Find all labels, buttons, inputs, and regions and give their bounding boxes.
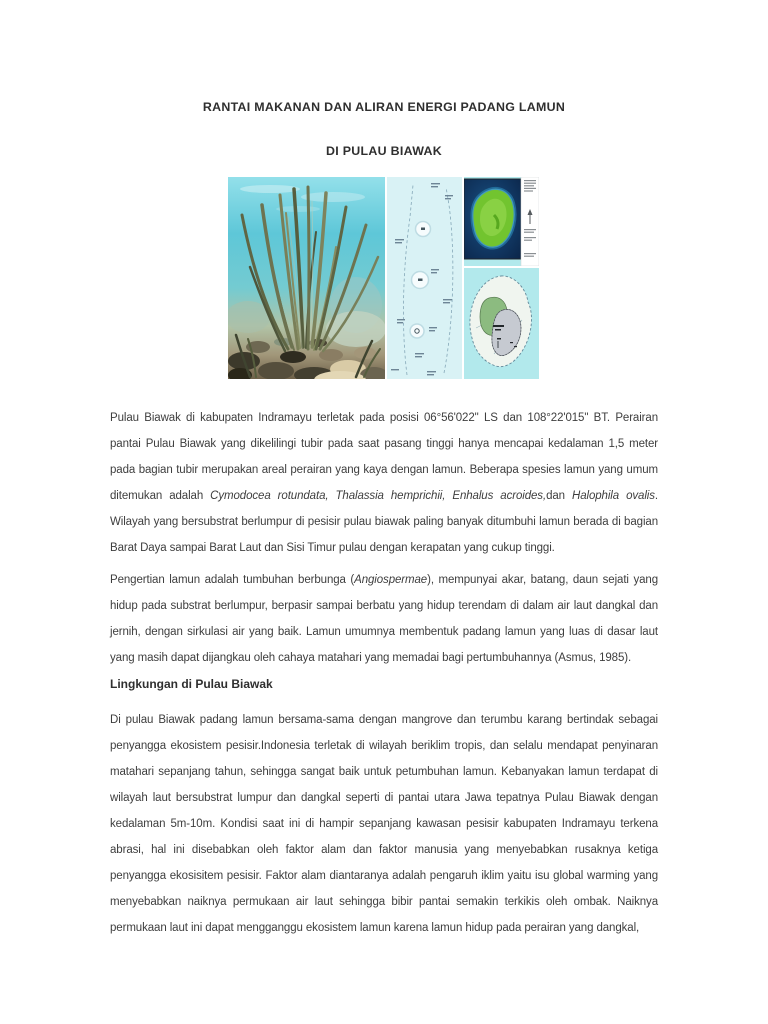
species-name-italic: Halophila ovalis: [572, 490, 655, 502]
paragraph-text: Pulau Biawak di kabupaten Indramayu terletak pada posisi 06°56'022" LS dan 108°22'015" BT. Perairan pantai Pulau Biawak yang dikelilingi tubir pada saat pasang tinggi hanya mencapai kedalaman 1,5 meter pada bagian tubir merupakan areal perairan yang kaya dengan lamun. Beberapa spesies lamun yang umum ditemukan adalah: [110, 412, 658, 502]
paragraph-text: Pengertian lamun adalah tumbuhan berbunga (: [110, 574, 355, 586]
paragraph-text: . Wilayah yang bersubstrat berlumpur di pesisir pulau biawak paling banyak ditumbuhi lamun berada di bagian Barat Daya sampai Barat Laut dan Sisi Timur pulau dengan kerapatan yang cukup tinggi.: [110, 490, 658, 554]
paragraph-text: dan: [546, 490, 572, 502]
document-title: RANTAI MAKANAN DAN ALIRAN ENERGI PADANG LAMUN: [202, 100, 566, 114]
seagrass-underwater-photo: [228, 177, 385, 379]
satellite-island-image: [464, 177, 539, 266]
section-heading-lingkungan: Lingkungan di Pulau Biawak: [110, 677, 273, 691]
document-subtitle: DI PULAU BIAWAK: [325, 144, 442, 158]
figure-strip: [228, 177, 540, 379]
species-name-italic: Cymodocea rotundata, Thalassia hemprichii, Enhalus acroides,: [210, 490, 547, 502]
paragraph-island-location: [110, 405, 658, 561]
island-reef-map: [464, 268, 539, 379]
legend-panel: [521, 177, 539, 266]
figure-right-column: [464, 177, 539, 379]
nautical-chart-map: [387, 177, 462, 379]
paragraph-environment: [110, 707, 658, 941]
paragraph-text: Di pulau Biawak padang lamun bersama-sama dengan mangrove dan terumbu karang bertindak sebagai penyangga ekosistem pesisir.Indonesia terletak di wilayah beriklim tropis, dan selalu mendapat penyinaran matahari sepanjang tahun, sehingga sangat baik untuk petumbuhan lamun. Kebanyakan lamun terdapat di wilayah laut bersubstrat lumpur dan dangkal seperti di pantai utara Jawa tepatnya Pulau Biawak dengan kedalaman 5m-10m. Kondisi saat ini di hampir sepanjang kawasan pesisir kabupaten Indramayu terkena abrasi, hal ini disebabkan oleh faktor alam dan faktor manusia yang menyebabkan rusaknya ketiga penyangga ekosisitem pesisir. Faktor alam diantaranya adalah pengaruh iklim yaitu isu global warming yang menyebabkan naiknya permukaan air laut sehingga bibir pantai semakin terkikis oleh ombak. Naiknya permukaan laut ini dapat mengganggu ekosistem lamun karena lamun hidup pada perairan yang dangkal,: [110, 714, 658, 934]
paragraph-text: ), mempunyai akar, batang, daun sejati yang hidup pada substrat berlumpur, berpasir sampai berbatu yang hidup terendam di dalam air laut dangkal dan jernih, dengan sirkulasi air yang baik. Lamun umumnya membentuk padang lamun yang luas di dasar laut yang masih dapat dijangkau oleh cahaya matahari yang memadai bagi pertumbuhannya (Asmus, 1985).: [110, 574, 658, 664]
document-content: [110, 0, 658, 941]
paragraph-seagrass-definition: [110, 567, 658, 671]
species-name-italic: Angiospermae: [354, 574, 428, 586]
